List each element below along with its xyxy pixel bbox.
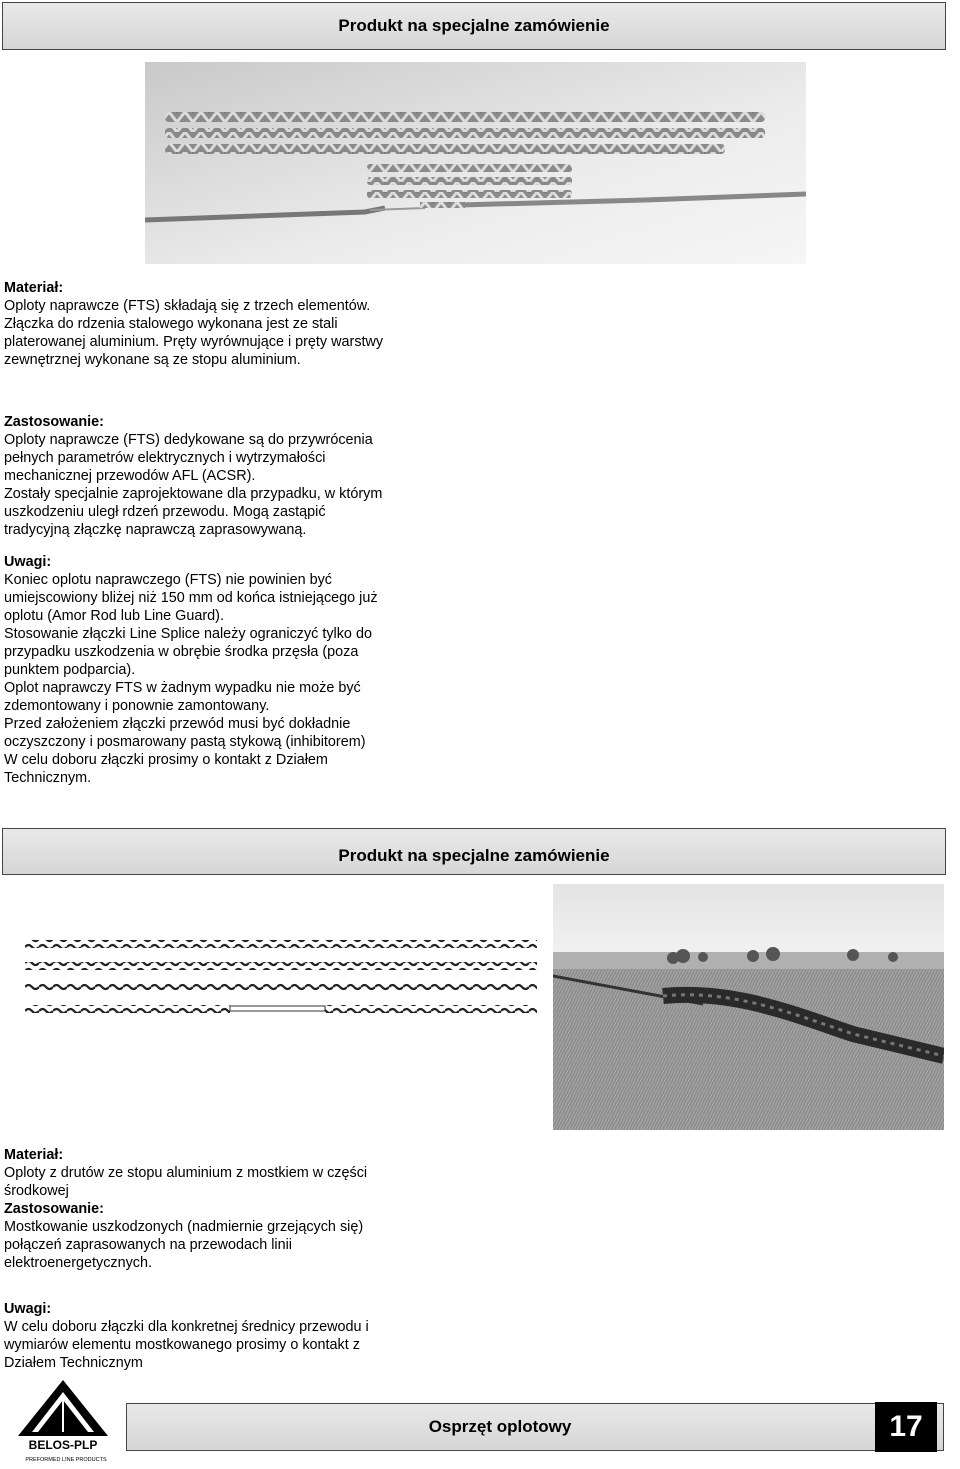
section1-notes-line: umiejscowiony bliżej niż 150 mm od końca istniejącego już <box>4 590 378 606</box>
section1-notes-line: zdemontowany i ponownie zamontowany. <box>4 698 270 714</box>
fts-rods-photo <box>145 62 806 264</box>
section1-banner <box>2 2 946 50</box>
section2-banner-title: Produkt na specjalne zamówienie <box>338 846 610 865</box>
section1-usage-line: uszkodzeniu uległ rdzeń przewodu. Mogą zastąpić <box>4 504 326 520</box>
section1-usage-line: pełnych parametrów elektrycznych i wytrzymałości <box>4 450 326 466</box>
section1-usage-line: mechanicznej przewodów AFL (ACSR). <box>4 468 256 484</box>
section2-text <box>4 1146 434 1372</box>
section1-notes-line: Oplot naprawczy FTS w żadnym wypadku nie może być <box>4 680 361 696</box>
section1-notes-line: W celu doboru złączki prosimy o kontakt z Działem <box>4 752 328 768</box>
section1-usage-line: Zostały specjalnie zaprojektowane dla przypadku, w którym <box>4 486 383 502</box>
section1-notes-line: Technicznym. <box>4 770 92 786</box>
section2-banner <box>2 828 946 875</box>
section2-usage-heading: Zastosowanie: <box>4 1201 104 1217</box>
section1-material-line: platerowanej aluminium. Pręty wyrównujące i pręty warstwy <box>4 334 384 350</box>
section1-text <box>4 279 434 787</box>
section2-notes-line: wymiarów elementu mostkowanego prosimy o kontakt z <box>4 1337 360 1353</box>
section1-material-line: zewnętrznej wykonane są ze stopu aluminium. <box>4 352 301 368</box>
section1-material-line: Złączka do rdzenia stalowego wykonana jest ze stali <box>4 316 338 332</box>
logo-text: BELOS-PLP <box>28 1438 98 1452</box>
section1-notes-heading: Uwagi: <box>4 554 52 570</box>
section1-notes-line: oplotu (Amor Rod lub Line Guard). <box>4 608 224 624</box>
section2-notes-line: Działem Technicznym <box>4 1355 143 1371</box>
section2-material-line: Oploty z drutów ze stopu aluminium z mostkiem w części <box>4 1165 368 1181</box>
section1-usage-line: Oploty naprawcze (FTS) dedykowane są do przywrócenia <box>4 432 373 448</box>
section2-usage-line: elektroenergetycznych. <box>4 1255 152 1271</box>
section2-usage-line: połączeń zaprasowanych na przewodach linii <box>4 1237 292 1253</box>
section1-notes-line: oczyszczony i posmarowany pastą stykową (inhibitorem) <box>4 734 366 750</box>
powerline-field-photo <box>553 884 944 1130</box>
section1-notes-line: Przed założeniem złączki przewód musi być dokładnie <box>4 716 351 732</box>
section2-notes-line: W celu doboru złączki dla konkretnej średnicy przewodu i <box>4 1319 369 1335</box>
section2-notes-heading: Uwagi: <box>4 1301 52 1317</box>
page-number: 17 <box>875 1402 937 1452</box>
footer-title: Osprzęt oplotowy <box>428 1417 572 1436</box>
section2-material-line: środkowej <box>4 1183 69 1199</box>
section1-banner-title: Produkt na specjalne zamówienie <box>338 16 610 35</box>
section1-notes-line: punktem podparcia). <box>4 662 136 678</box>
footer-bar <box>126 1403 944 1451</box>
section1-notes-line: Koniec oplotu naprawczego (FTS) nie powinien być <box>4 572 332 588</box>
section1-material-heading: Materiał: <box>4 280 64 296</box>
section2-usage-line: Mostkowanie uszkodzonych (nadmiernie grzejących się) <box>4 1219 364 1235</box>
section1-notes-line: Stosowanie złączki Line Splice należy ograniczyć tylko do <box>4 626 372 642</box>
section1-usage-heading: Zastosowanie: <box>4 414 104 430</box>
section1-usage-line: tradycyjną złączkę naprawczą zaprasowywaną. <box>4 522 307 538</box>
section1-material-line: Oploty naprawcze (FTS) składają się z trzech elementów. <box>4 298 371 314</box>
logo-subtext: PREFORMED LINE PRODUCTS <box>25 1457 107 1463</box>
section2-material-heading: Materiał: <box>4 1147 64 1163</box>
belos-plp-logo <box>8 1378 118 1464</box>
bridging-rods-diagram <box>25 935 537 1030</box>
section1-notes-line: przypadku uszkodzenia w obrębie środka przęsła (poza <box>4 644 359 660</box>
